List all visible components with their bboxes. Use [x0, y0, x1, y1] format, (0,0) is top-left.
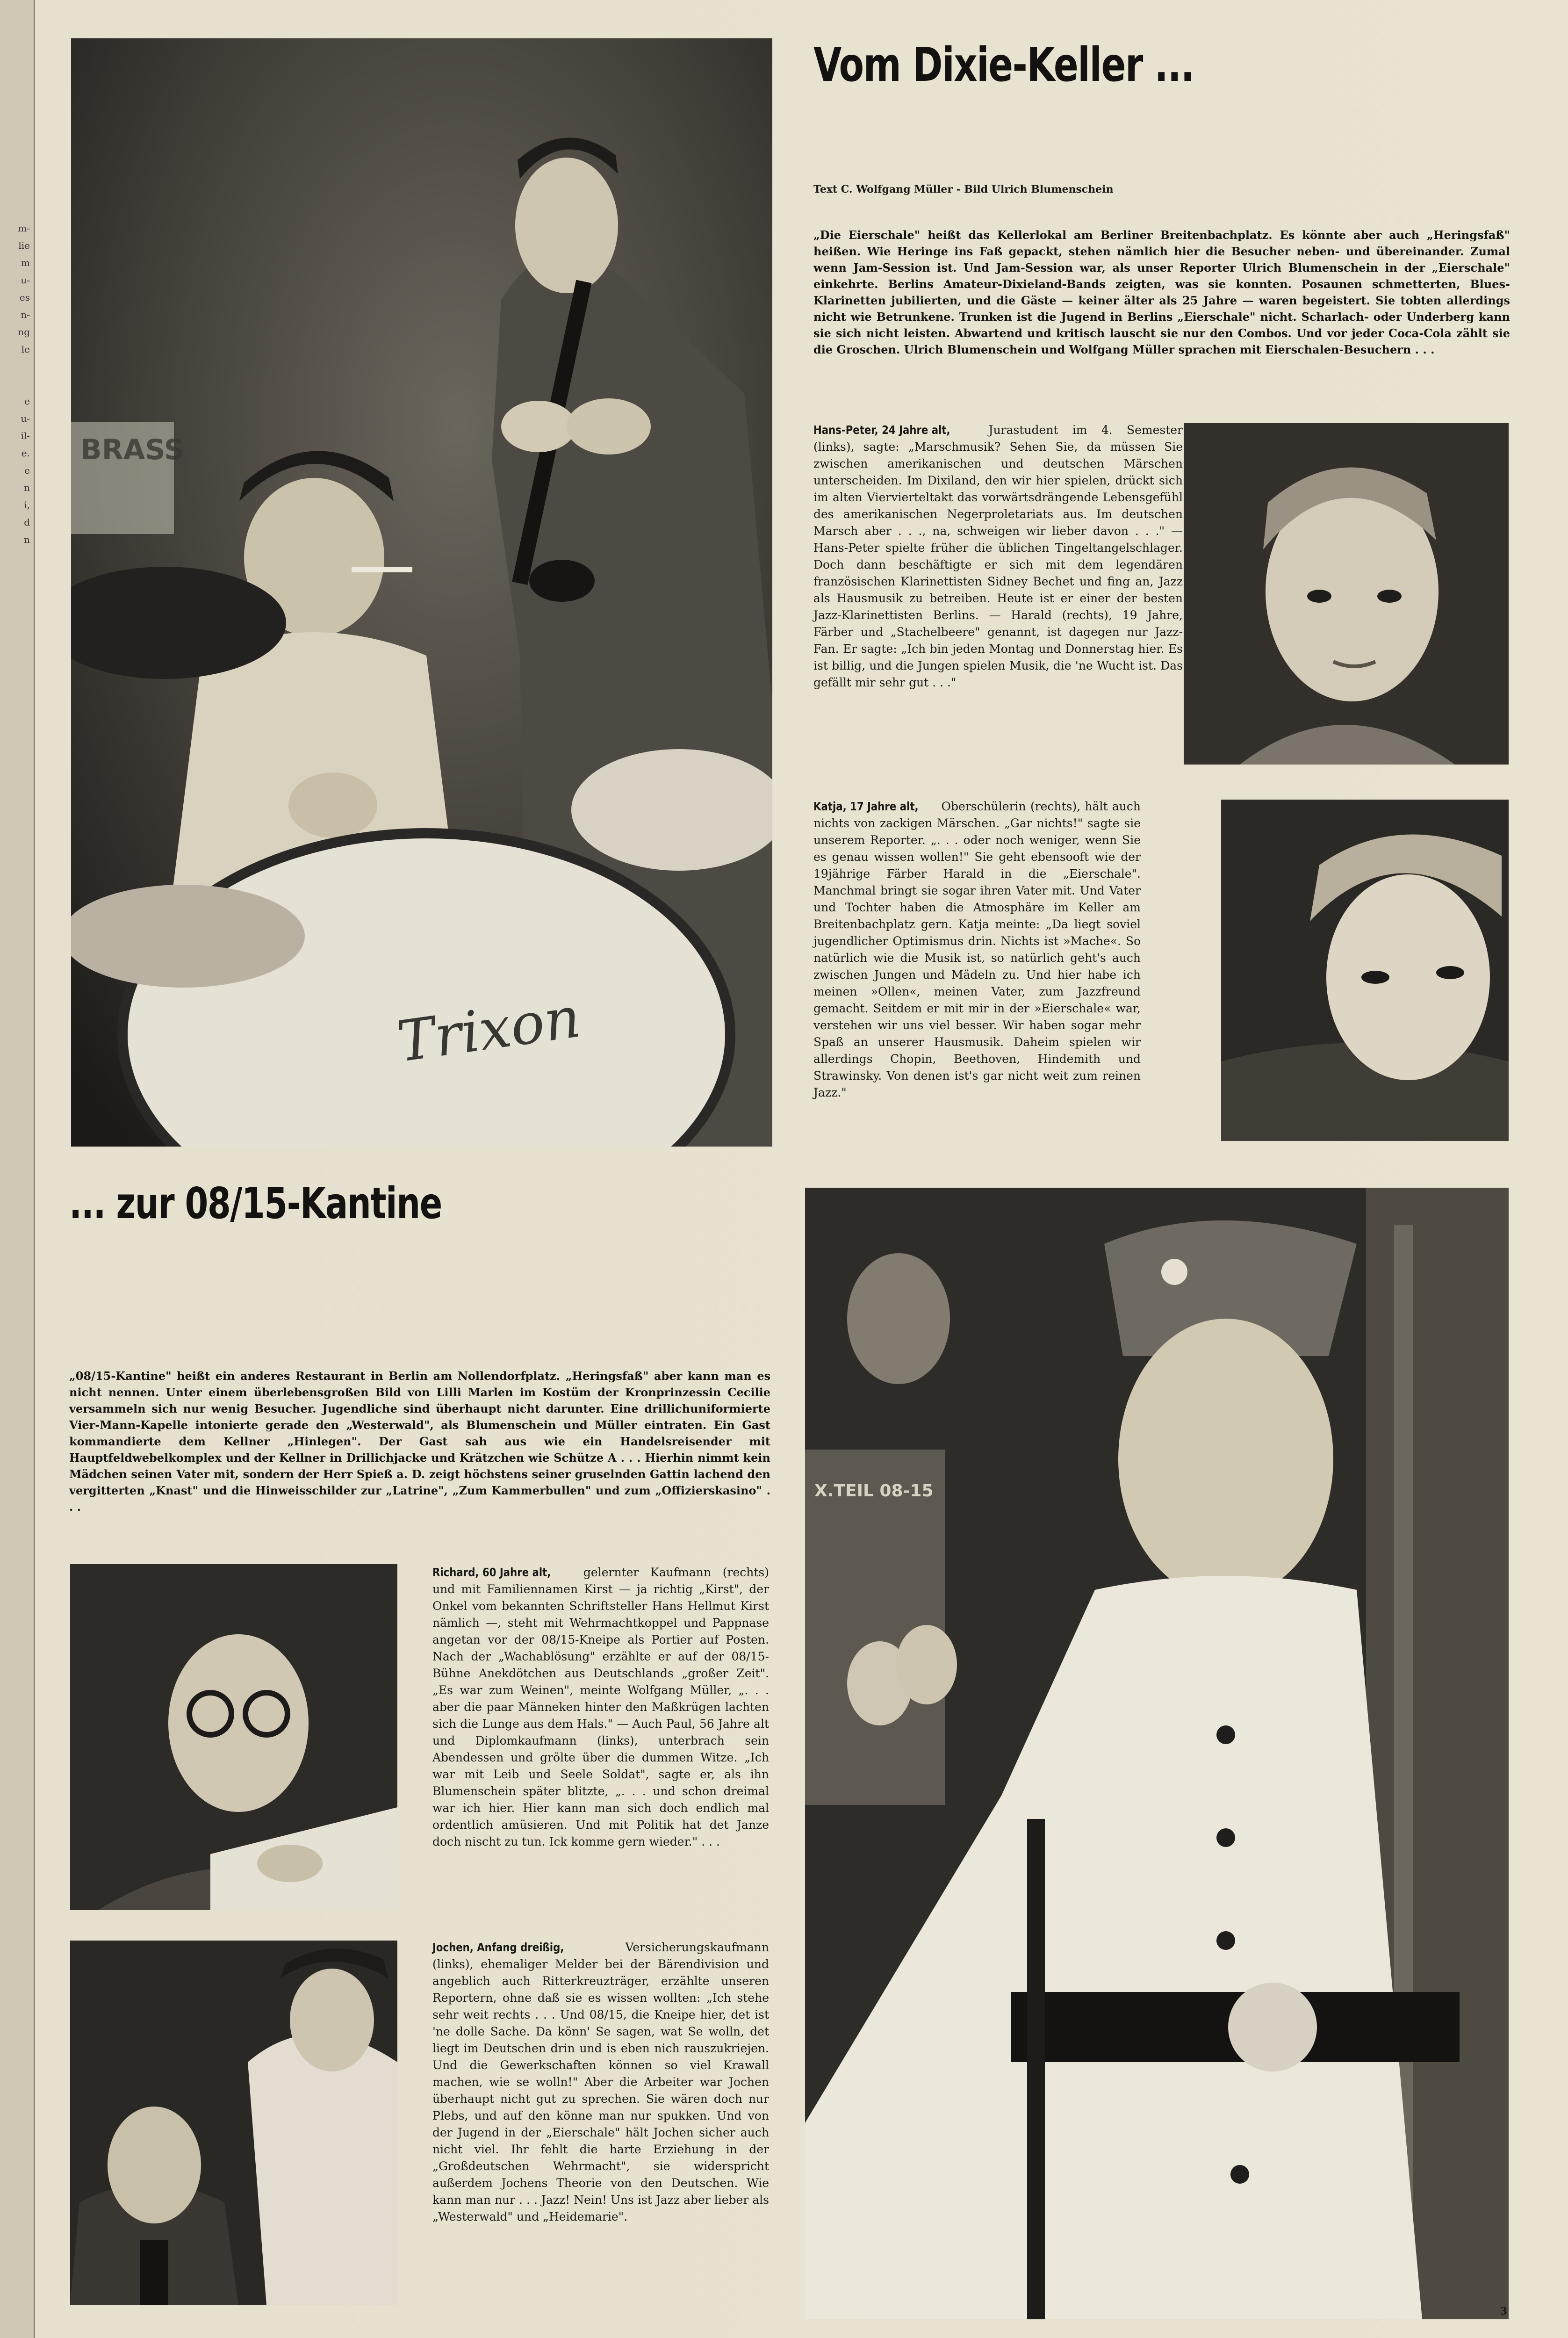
gutter-fragment	[4, 375, 30, 393]
gutter-fragment: e	[24, 396, 30, 407]
gutter-fragment: ng	[18, 326, 30, 338]
gutter-fragment: le	[21, 344, 30, 355]
jochen-bar-photo	[70, 1941, 397, 2305]
gutter-fragment: u-	[21, 413, 30, 424]
gutter-fragment: n-	[21, 309, 30, 320]
richard-text: gelernter Kaufmann (rechts) und mit Familiennamen Kirst — ja richtig „Kirst", der Onkel vom bekannten Schriftsteller Hans Hellmut Kirst nämlich —, steht mit Wehrmachtkoppel und Pappnase angetan vor der 08/15-Kneipe als Portier auf Posten. Nach der „Wachablösung" erzählte er auf der 08/15-Bühne Anekdötchen aus Deutschlands „großer Zeit". „Es war zum Weinen", meinte Wolfgang Müller, „. . . aber die paar Männeken hinter den Maßkrügen lachten sich die Lunge aus dem Hals." — Auch Paul, 56 Jahre alt und Diplomkaufmann (links), unterbrach sein Abendessen und grölte über die dummen Witze. „Ich war mit Leib und Seele Soldat", sagte er, als ihn Blumenschein später blitzte, „. . . und schon dreimal war ich hier. Hier kann man sich doch endlich mal ordentlich amüsieren. Und mit Politik hat det Janze doch nischt zu tun. Ick komme gern wieder." . . .	[432, 1566, 769, 1848]
adjacent-page-text	[4, 220, 30, 548]
gutter-fragment: n	[24, 482, 30, 493]
poster-text: X.TEIL 08-15	[814, 1481, 934, 1501]
adjacent-page-edge	[0, 0, 35, 2338]
richard-kirst-photo	[805, 1188, 1509, 2319]
gutter-fragment: u-	[21, 274, 30, 286]
richard-paragraph	[432, 1564, 769, 1850]
bottom-headline: ... zur 08/15-Kantine	[69, 1178, 442, 1228]
gutter-fragment: il-	[21, 430, 30, 441]
photo-text-credit: Text C. Wolfgang Müller - Bild Ulrich Blumenschein	[813, 183, 1114, 195]
hans-peter-paragraph	[813, 422, 1183, 691]
gutter-fragment: m-	[18, 223, 30, 234]
katja-paragraph	[813, 798, 1141, 1101]
jochen-paragraph	[432, 1939, 769, 2225]
sign-fragment: BRASS	[80, 433, 185, 466]
bottom-lead-paragraph: „08/15-Kantine" heißt ein anderes Restaurant in Berlin am Nollendorfplatz. „Heringsfaß" aber kann man es nicht nennen. Unter einem überlebensgroßen Bild von Lilli Marlen im Kostüm der Kronprinzessin Cecilie versammeln sich nur wenig Besucher. Jugendliche sind überhaupt nicht darunter. Eine drillichuniformierte Vier-Mann-Kapelle intonierte gerade den „Westerwald", als Blumenschein und Müller eintraten. Ein Gast kommandierte dem Kellner „Hinlegen". Der Gast sah aus wie ein Handelsreisender mit Hauptfeldwebelkomplex und der Kellner in Drillichjacke und Krätzchen wie Schütze A . . . Hierhin nimmt kein Mädchen seinen Vater mit, sondern der Herr Spieß a. D. zeigt höchstens seiner gruselnden Gattin lachend den vergitterten „Knast" und die Hinweisschilder zur „Latrine", „Zum Kammerbullen" und zum „Offizierskasino" . . .	[69, 1369, 770, 1514]
gutter-fragment	[4, 358, 30, 375]
gutter-fragment: i,	[24, 499, 30, 511]
hans-peter-text: Jurastudent im 4. Semester (links), sagte: „Marschmusik? Sehen Sie, da müssen Sie zwischen amerikanischen und deutschen Märschen unterscheiden. Im Dixiland, den wir hier spielen, drückt sich im alten Viervierteltakt das vorwärtsdrängende Lebensgefühl des amerikanischen Negerproletariats aus. Im deutschen Marsch aber . . ., na, schweigen wir lieber davon . . ." — Hans-Peter spielte früher die üblichen Tingeltangelschlager. Doch dann beschäftigte er sich mit dem legendären französischen Klarinettisten Sidney Bechet und fing an, Jazz als Hausmusik zu betreiben. Heute ist er einer der besten Jazz-Klarinettisten Berlins. — Harald (rechts), 19 Jahre, Färber und „Stachelbeere" genannt, ist dagegen nur Jazz-Fan. Er sagte: „Ich bin jeden Montag und Donnerstag hier. Es ist billig, und die Jungen spielen Musik, die 'ne Wucht ist. Das gefällt mir sehr gut . . ."	[813, 423, 1183, 689]
katja-name: Katja, 17 Jahre alt,	[813, 800, 919, 813]
jazz-band-photo	[71, 38, 772, 1147]
gutter-fragment: n	[24, 534, 30, 545]
hans-peter-name: Hans-Peter, 24 Jahre alt,	[813, 423, 950, 437]
gutter-fragment: e.	[21, 447, 30, 459]
paul-diner-photo	[70, 1564, 397, 1910]
jochen-name: Jochen, Anfang dreißig,	[432, 1941, 564, 1954]
page-number: 3	[1500, 2305, 1507, 2317]
gutter-fragment: lie	[18, 240, 30, 251]
katja-text: Oberschülerin (rechts), hält auch nichts von zackigen Märschen. „Gar nichts!" sagte sie unserem Reporter. „. . . oder noch weniger, wenn Sie es genau wissen wollen!" Sie geht ebensooft wie der 19jährige Färber Harald in die „Eierschale". Manchmal bringt sie sogar ihren Vater mit. Und Vater und Tochter haben die Atmosphäre im Keller am Breitenbachplatz gern. Katja meinte: „Da liegt soviel jugendlicher Optimismus drin. Nichts ist »Mache«. So natürlich wie die Musik ist, so natürlich geht's auch zwischen Jungen und Mädeln zu. Und hier habe ich meinen »Ollen«, meinen Vater, zum Jazzfreund gemacht. Seitdem er mit mir in der »Eierschale« war, verstehen wir uns viel besser. Wir haben sogar mehr Spaß an unserer Hausmusik. Daheim spielen wir allerdings Chopin, Beethoven, Hindemith und Strawinsky. Von denen ist's gar nicht weit zum reinen Jazz."	[813, 800, 1141, 1099]
drum-brand-logo: Trixon	[393, 985, 584, 1075]
katja-portrait-photo	[1221, 800, 1509, 1141]
top-headline: Vom Dixie-Keller ...	[813, 37, 1194, 92]
gutter-fragment: m	[21, 257, 30, 268]
harald-portrait-photo	[1184, 423, 1509, 765]
jochen-text: Versicherungskaufmann (links), ehemaliger Melder bei der Bärendivision und angeblich auch Ritterkreuzträger, erzählte unseren Reportern, ohne daß sie es wissen wollten: „Ich stehe sehr weit rechts . . . Und 08/15, die Kneipe hier, det ist 'ne dolle Sache. Da könn' Se sagen, wat Se wolln, det liegt im Deutschen drin und is eben nich rauszukriejen. Und die Gewerkschaften können so viel Krawall machen, wie se wolln!" Aber die Arbeiter war Jochen überhaupt nicht gut zu sprechen. Sie wären doch nur Plebs, und auf den könne man nur spukken. Und von der Jugend in der „Eierschale" hält Jochen sicher auch nicht viel. Ihr fehlt die harte Erziehung in der „Großdeutschen Wehrmacht", sie widerspricht außerdem Jochens Theorie von den Deutschen. Wie kann man nur . . . Jazz! Nein! Uns ist Jazz aber lieber als „Westerwald" und „Heidemarie".	[432, 1941, 769, 2223]
richard-name: Richard, 60 Jahre alt,	[432, 1566, 551, 1579]
gutter-fragment: es	[19, 292, 30, 303]
top-lead-paragraph: „Die Eierschale" heißt das Kellerlokal am Berliner Breitenbachplatz. Es könnte aber auch „Heringsfaß" heißen. Wie Heringe ins Faß gepackt, stehen nämlich hier die Besucher neben- und übereinander. Zumal wenn Jam-Session ist. Und Jam-Session war, als unser Reporter Ulrich Blumenschein in der „Eierschale" einkehrte. Berlins Amateur-Dixieland-Bands zeigten, was sie konnten. Posaunen schmetterten, Blues-Klarinetten jubilierten, und die Gäste — keiner älter als 25 Jahre — waren begeistert. Sie tobten allerdings nicht wie Betrunkene. Trunken ist die Jugend in Berlins „Eierschale" nicht. Scharlach- oder Underberg kann sie sich nicht leisten. Abwartend und kritisch lauscht sie nur den Combos. Und vor jeder Coca-Cola zählt sie die Groschen. Ulrich Blumenschein und Wolfgang Müller sprachen mit Eierschalen-Besuchern . . .	[813, 228, 1510, 356]
gutter-fragment: d	[24, 517, 30, 528]
gutter-fragment: e	[24, 465, 30, 476]
